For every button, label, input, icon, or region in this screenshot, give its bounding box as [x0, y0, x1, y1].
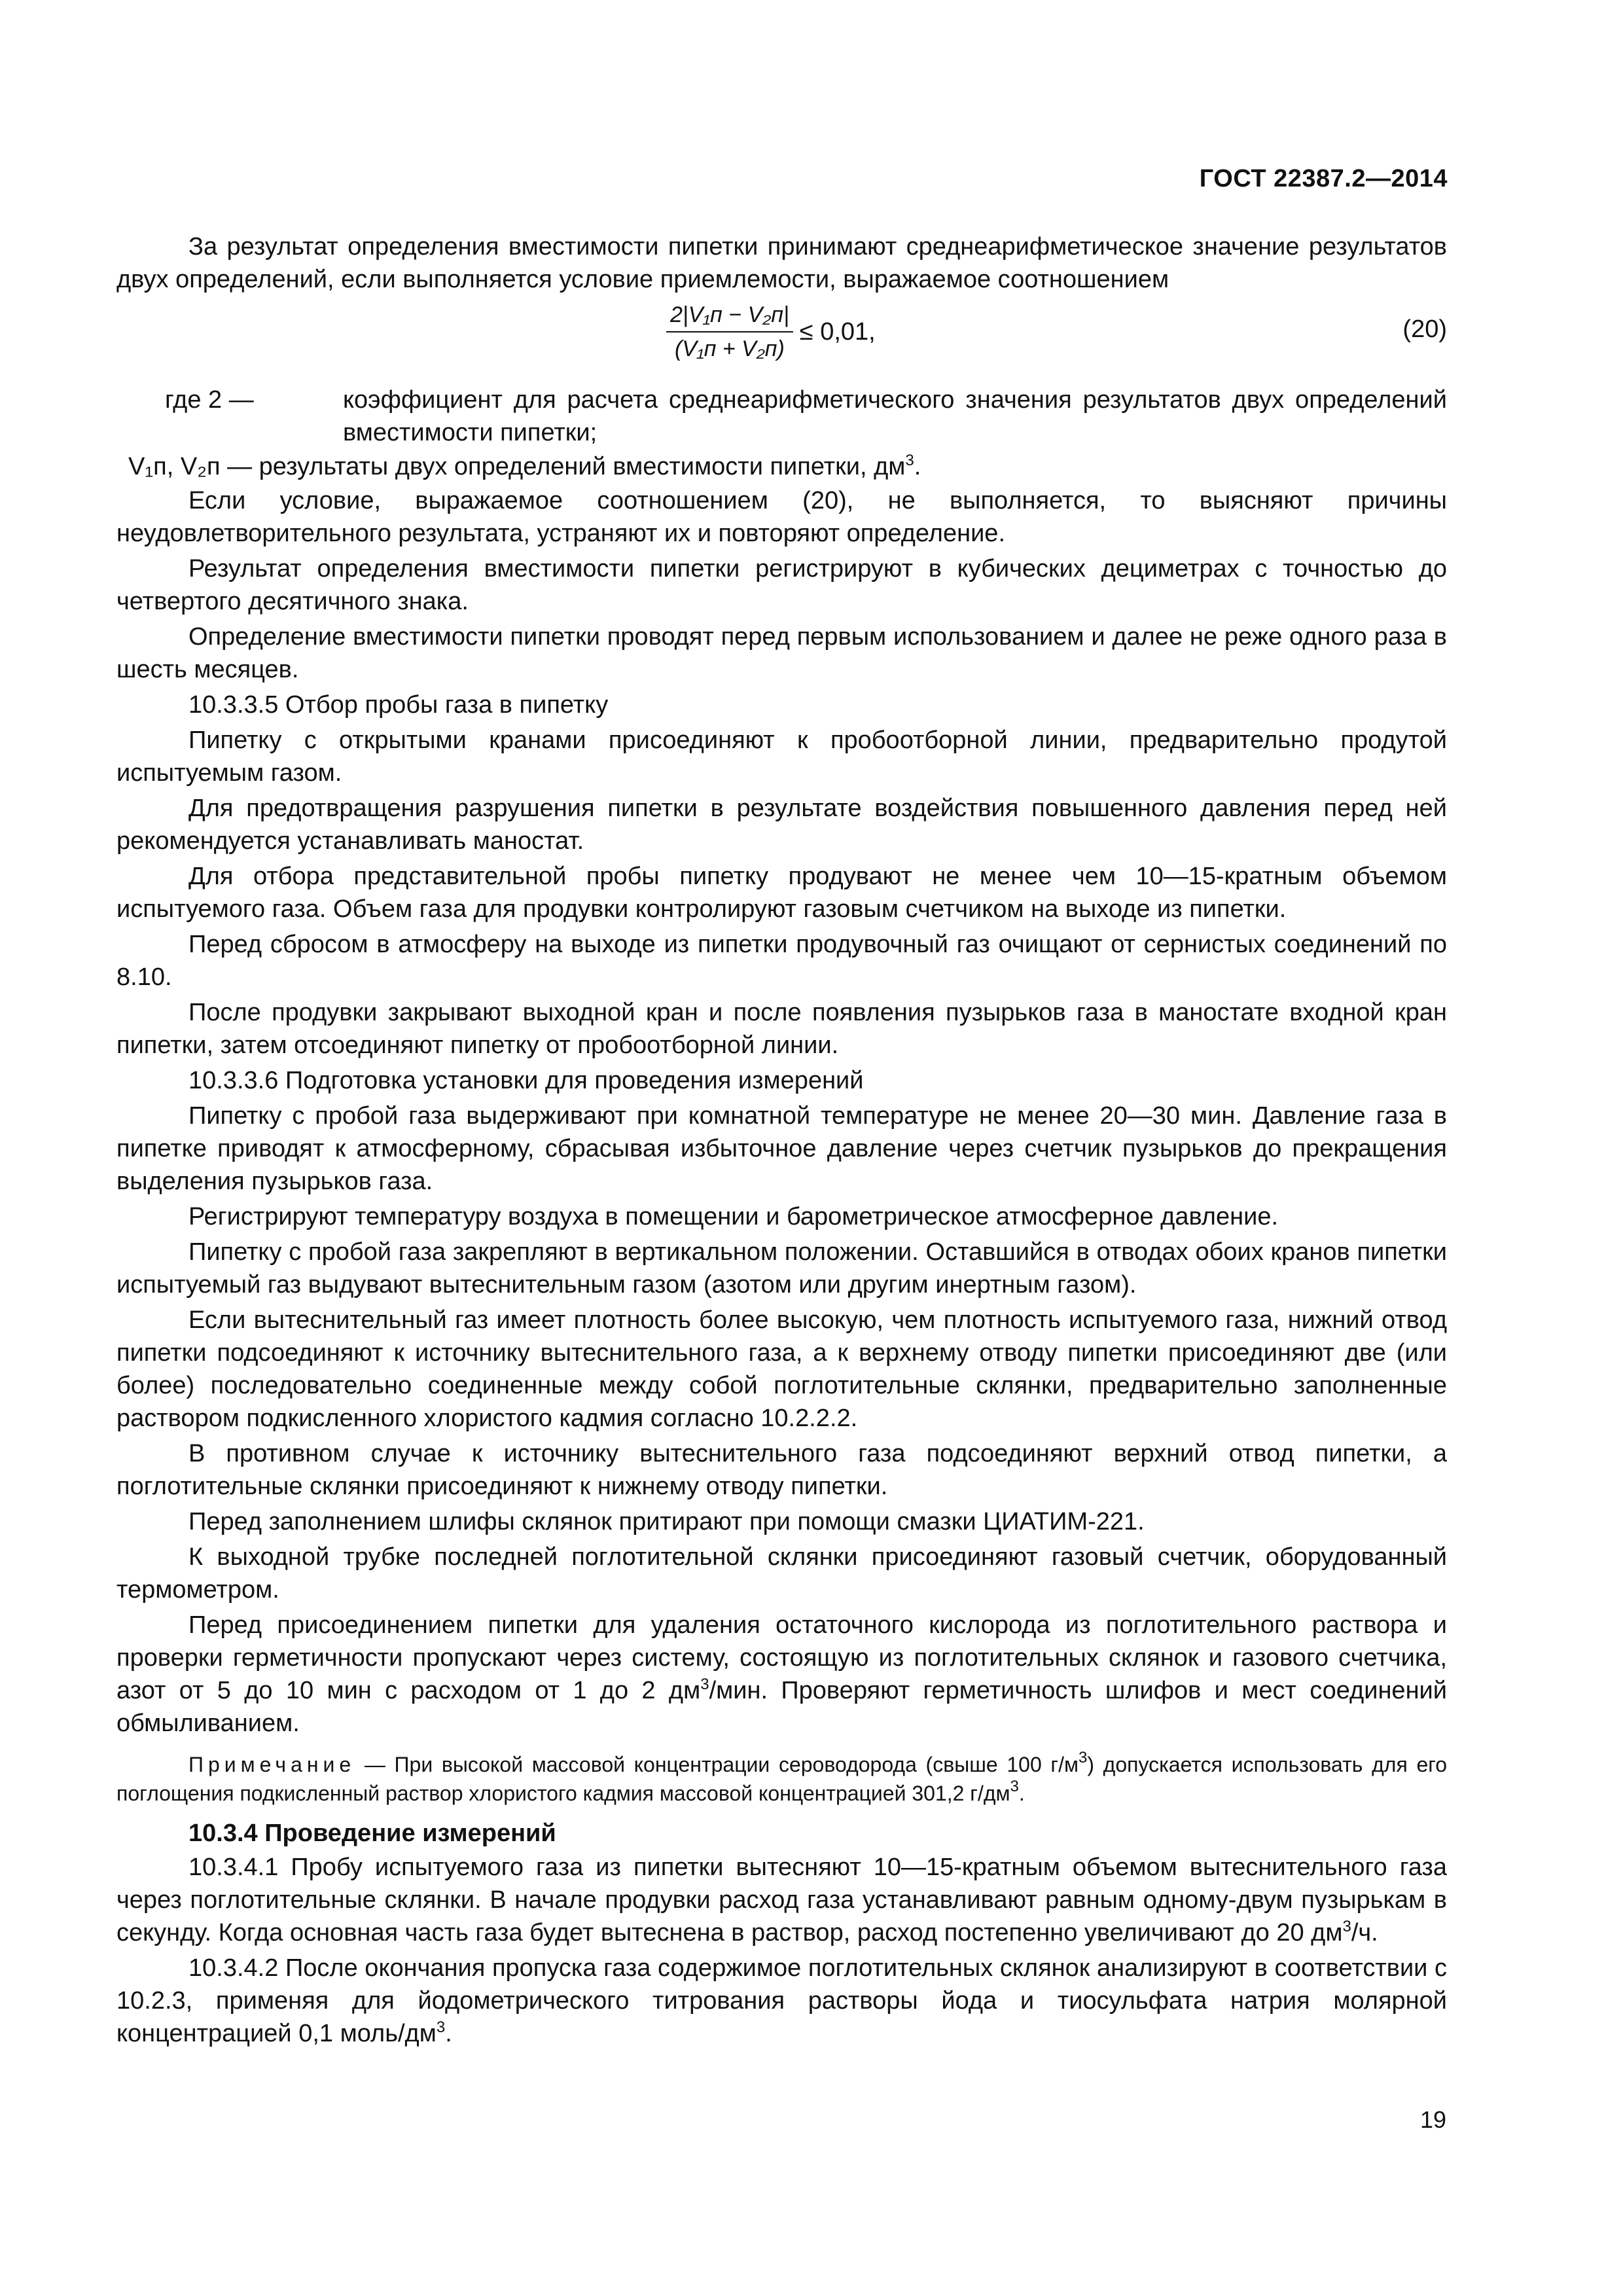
note-label: Примечание: [188, 1753, 356, 1776]
superscript: 3: [905, 452, 914, 469]
paragraph-text: 10.3.4.1 Пробу испытуемого газа из пипетки вытесняют 10—15-кратным объемом вытеснительного газа через поглотительные склянки. В начале продувки расход газа устанавливают равным одному-двум пузырькам в секунду. Когда основная часть газа будет вытеснена в раствор, расход постепенно увеличивают до 20 дм: [116, 1854, 1447, 1946]
definition-item: [116, 384, 1447, 449]
note-text-end: .: [1018, 1782, 1025, 1805]
formula-condition: ≤ 0,01,: [799, 318, 876, 346]
superscript: 3: [436, 2018, 446, 2036]
paragraph: Результат определения вместимости пипетки регистрируют в кубических дециметрах с точностью до четвертого десятичного знака.: [116, 555, 1447, 615]
superscript: 3: [1010, 1778, 1019, 1795]
paragraph: Определение вместимости пипетки проводят перед первым использованием и далее не реже одного раза в шесть месяцев.: [116, 623, 1447, 683]
definition-term: V₁п, V₂п —: [128, 453, 253, 480]
paragraph: Перед заполнением шлифы склянок притирают при помощи смазки ЦИАТИМ-221.: [188, 1508, 1145, 1535]
paragraph: Пипетку с пробой газа выдерживают при комнатной температуре не менее 20—30 мин. Давление газа в пипетке приводят к атмосферному, сбрасывая избыточное давление через счетчик пузырьков до прекращения выделения пузырьков газа.: [116, 1102, 1447, 1195]
paragraph-text: Перед присоединением пипетки для удаления остаточного кислорода из поглотительного раствора и проверки герметичности пропускают через систему, состоящую из поглотительных склянок и газового счетчика, азот от 5 до 10 мин с расходом от 1 до 2 дм: [116, 1611, 1447, 1704]
definition-term: где 2 —: [165, 386, 254, 414]
paragraph-text-end: /ч.: [1351, 1919, 1378, 1946]
equation-number: (20): [1402, 315, 1447, 343]
definition-description: коэффициент для расчета среднеарифметического значения результатов двух определений вместимости пипетки;: [343, 386, 1447, 446]
paragraph-text-end: .: [445, 2020, 452, 2047]
formula-numerator: 2|V₁п − V₂п|: [666, 301, 793, 332]
paragraph: Пипетку с открытыми кранами присоединяют к пробоотборной линии, предварительно продутой испытуемым газом.: [116, 726, 1447, 787]
formula-block: [116, 298, 1447, 382]
subsection-title: 10.3.3.6 Подготовка установки для проведения измерений: [188, 1067, 864, 1094]
paragraph: Если вытеснительный газ имеет плотность более высокую, чем плотность испытуемого газа, нижний отвод пипетки подсоединяют к источнику вытеснительного газа, а к верхнему отводу пипетки присоединяют две (или более) последовательно соединенные между собой поглотительные склянки, предварительно заполненные раствором подкисленного хлористого кадмия согласно 10.2.2.2.: [116, 1306, 1447, 1432]
note: [116, 1750, 1447, 1808]
section-heading: 10.3.4 Проведение измерений: [188, 1820, 556, 1847]
document-body: [116, 230, 1447, 2053]
paragraph-text: 10.3.4.2 После окончания пропуска газа содержимое поглотительных склянок анализируют в соответствии с 10.2.3, применяя для йодометрического титрования растворы йода и тиосульфата натрия молярной концентрацией 0,1 моль/дм: [116, 1954, 1447, 2047]
paragraph: Для отбора представительной пробы пипетку продувают не менее чем 10—15-кратным объемом испытуемого газа. Объем газа для продувки контролируют газовым счетчиком на выходе из пипетки.: [116, 863, 1447, 923]
paragraph: Если условие, выражаемое соотношением (20), не выполняется, то выясняют причины неудовлетворительного результата, устраняют их и повторяют определение.: [116, 487, 1447, 547]
superscript: 3: [700, 1676, 709, 1693]
formula: [666, 301, 876, 363]
formula-denominator: (V₁п + V₂п): [674, 336, 785, 361]
paragraph: К выходной трубке последней поглотительной склянки присоединяют газовый счетчик, оборудованный термометром.: [116, 1543, 1447, 1604]
paragraph: Перед сбросом в атмосферу на выходе из пипетки продувочный газ очищают от сернистых соединений по 8.10.: [116, 931, 1447, 991]
page-number: 19: [1419, 2106, 1446, 2133]
paragraph: [116, 1851, 1447, 1949]
paragraph: [116, 1952, 1447, 2050]
superscript: 3: [1078, 1749, 1088, 1767]
paragraph: Пипетку с пробой газа закрепляют в вертикальном положении. Оставшийся в отводах обоих кранов пипетки испытуемый газ выдувают вытеснительным газом (азотом или другим инертным газом).: [116, 1238, 1447, 1299]
paragraph: В противном случае к источнику вытеснительного газа подсоединяют верхний отвод пипетки, а поглотительные склянки присоединяют к нижнему отводу пипетки.: [116, 1440, 1447, 1500]
paragraph: За результат определения вместимости пипетки принимают среднеарифметическое значение результатов двух определений, если выполняется условие приемлемости, выражаемое соотношением: [116, 233, 1447, 293]
paragraph: После продувки закрывают выходной кран и после появления пузырьков газа в маностате входной кран пипетки, затем отсоединяют пипетку от пробоотборной линии.: [116, 999, 1447, 1059]
paragraph: [116, 1609, 1447, 1740]
paragraph: Для предотвращения разрушения пипетки в результате воздействия повышенного давления перед ней рекомендуется устанавливать маностат.: [116, 795, 1447, 855]
paragraph: Регистрируют температуру воздуха в помещении и барометрическое атмосферное давление.: [188, 1203, 1279, 1230]
formula-fraction: [666, 301, 793, 363]
definition-item: [116, 450, 1447, 483]
definition-description-end: .: [914, 453, 921, 480]
note-text: — При высокой массовой концентрации сероводорода (свыше 100 г/м: [355, 1753, 1079, 1776]
paragraph-text-end: /мин. Проверяют герметичность шлифов и мест соединений обмыливанием.: [116, 1677, 1448, 1737]
superscript: 3: [1342, 1918, 1351, 1935]
definition-description: результаты двух определений вместимости пипетки, дм: [259, 453, 906, 480]
document-header: ГОСТ 22387.2—2014: [1199, 165, 1448, 192]
subsection-title: 10.3.3.5 Отбор пробы газа в пипетку: [188, 691, 609, 719]
note-text-middle: ) допускается использовать для его поглощения подкисленный раствор хлористого кадмия массовой концентрацией 301,2 г/дм: [116, 1753, 1448, 1805]
